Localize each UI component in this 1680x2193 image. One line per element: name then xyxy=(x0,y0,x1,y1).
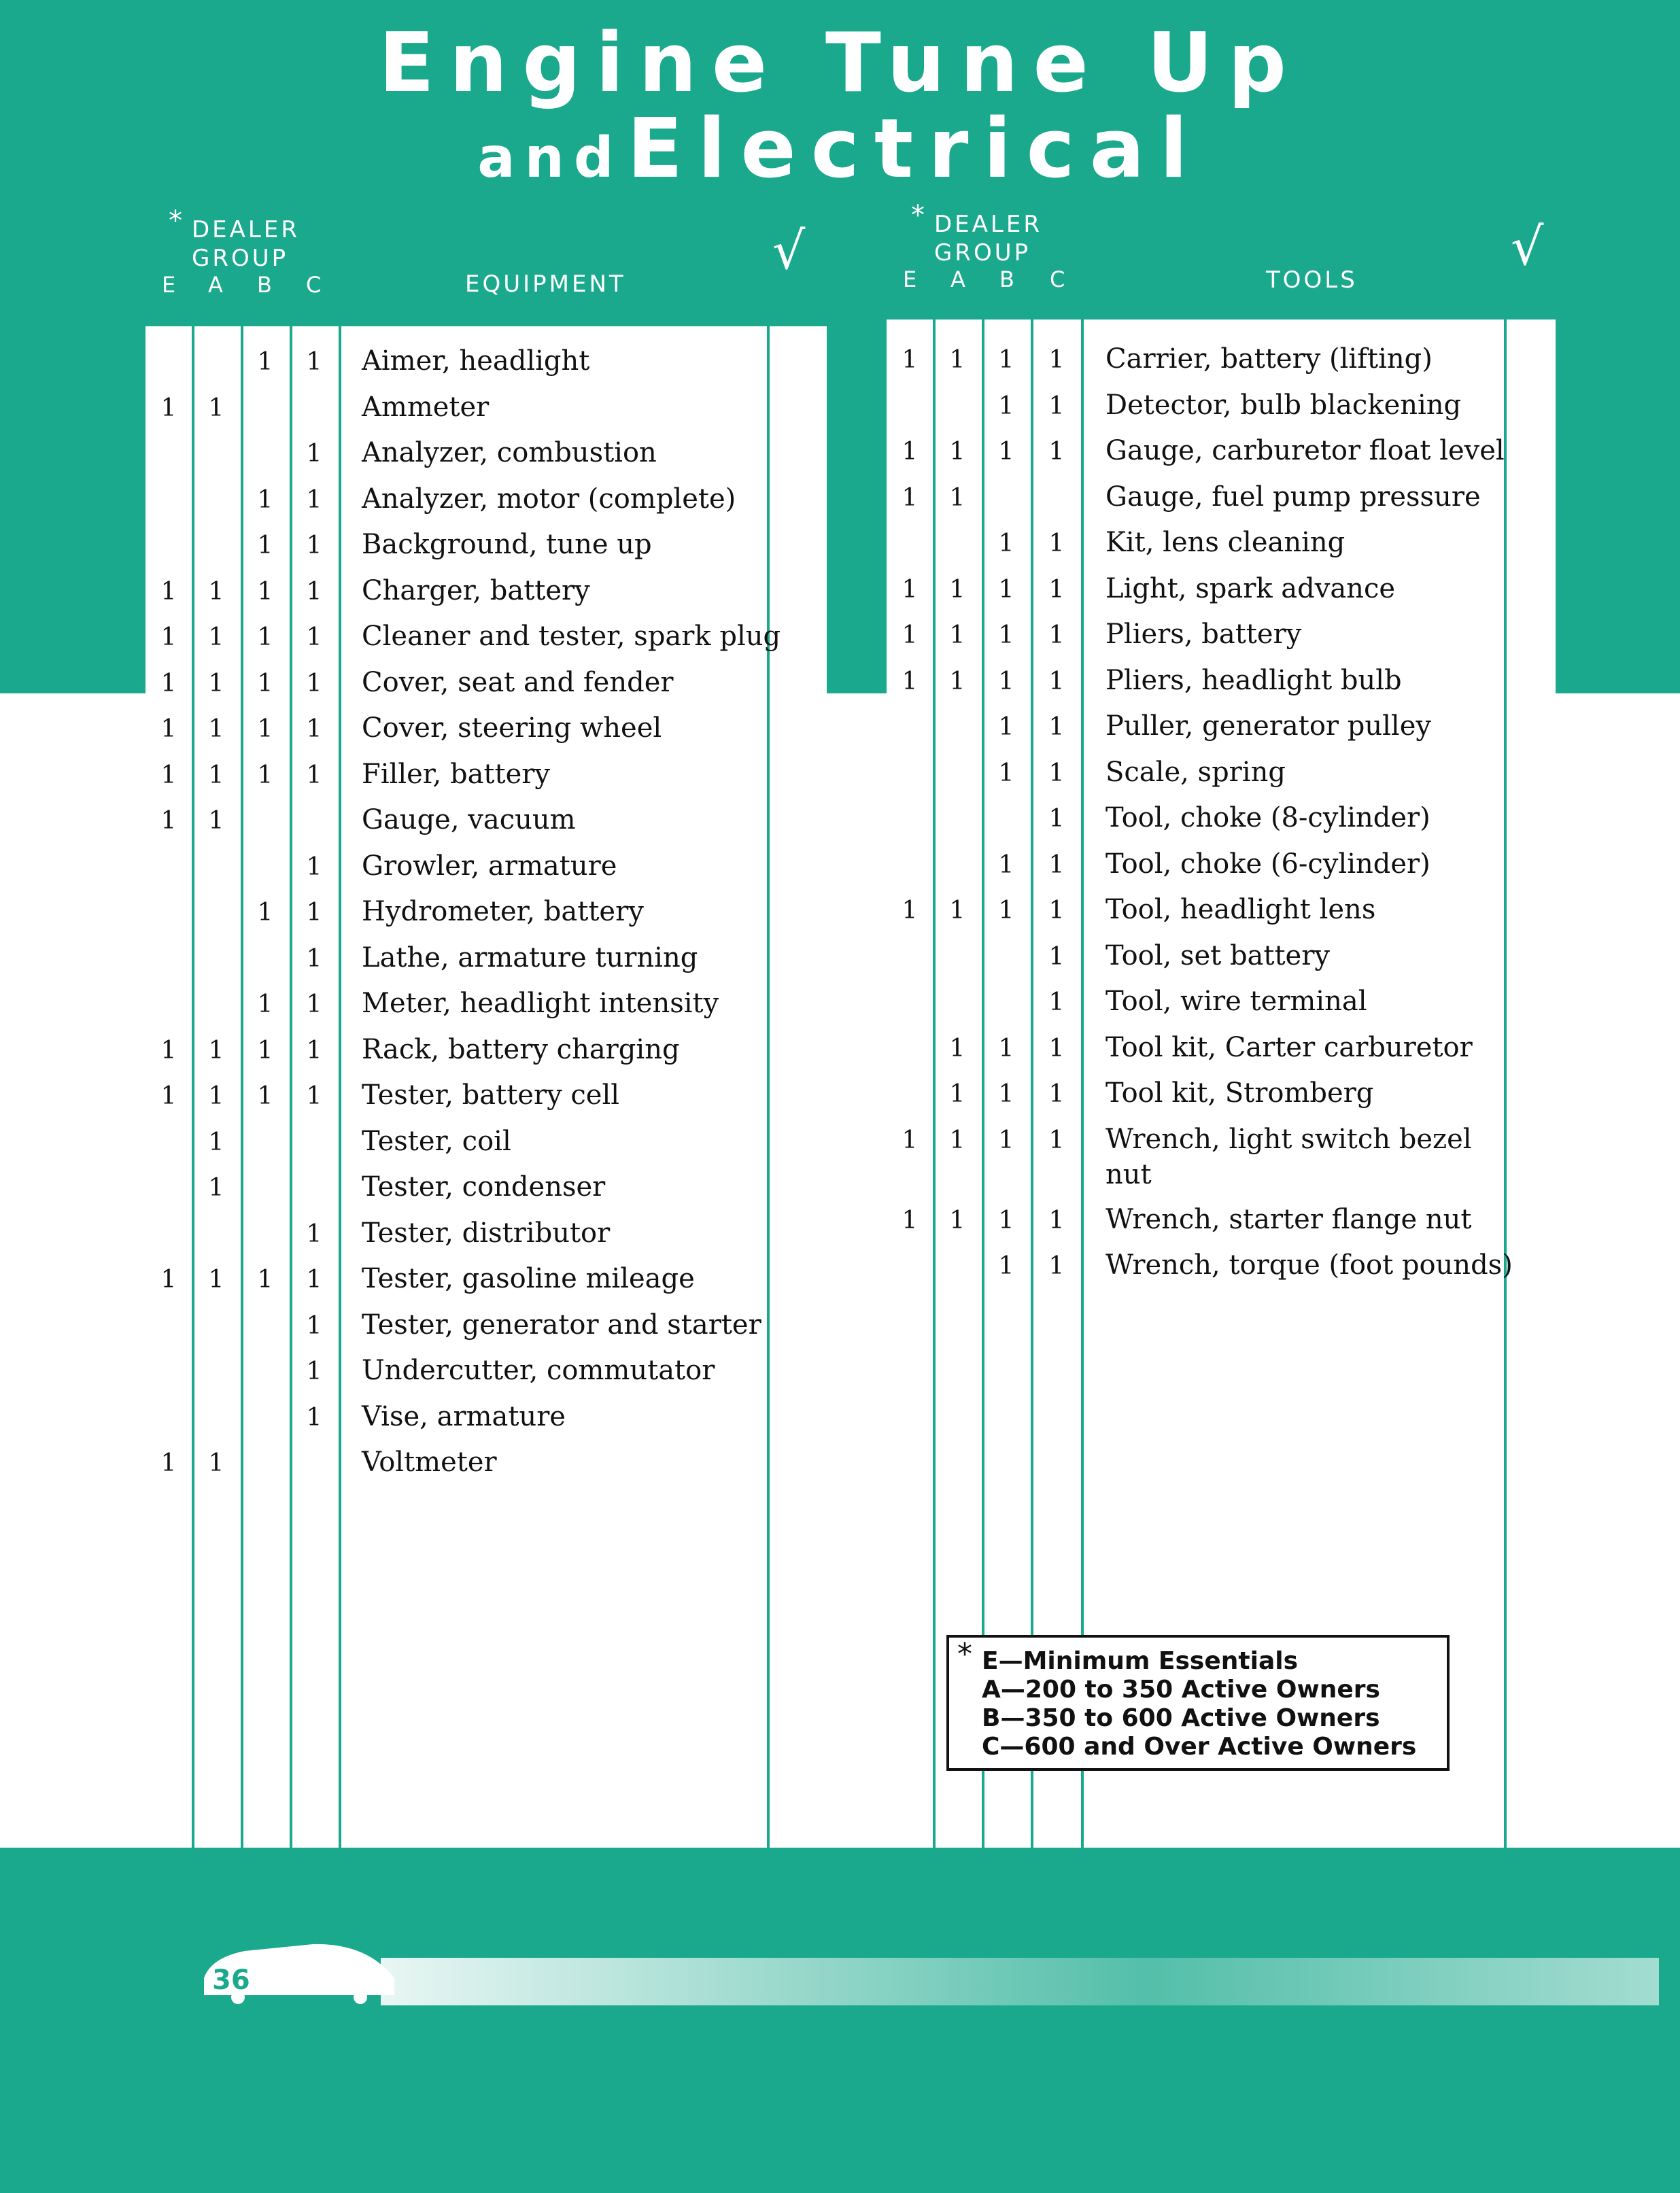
tools-item: Gauge, fuel pump pressure xyxy=(1105,481,1481,513)
tools-item: Puller, generator pulley xyxy=(1105,710,1431,742)
equipment-qty-a: 1 xyxy=(208,715,224,743)
tools-qty-e: 1 xyxy=(902,667,918,695)
equipment-qty-b: 1 xyxy=(257,623,273,651)
equipment-item: Voltmeter xyxy=(362,1447,497,1478)
tools-item-continuation: nut xyxy=(1105,1158,1152,1190)
equipment-qty-c: 1 xyxy=(306,577,322,606)
equipment-qty-c: 1 xyxy=(306,990,322,1018)
divider xyxy=(241,326,243,1848)
divider xyxy=(767,326,770,1848)
equipment-item: Growler, armature xyxy=(362,850,617,882)
tools-qty-a: 1 xyxy=(949,438,965,466)
equipment-qty-c: 1 xyxy=(306,761,322,789)
tools-qty-c: 1 xyxy=(1048,346,1065,374)
equipment-qty-c: 1 xyxy=(306,1266,322,1294)
equipment-qty-b: 1 xyxy=(257,761,273,789)
equipment-qty-a: 1 xyxy=(208,577,224,606)
tools-item: Tool, wire terminal xyxy=(1105,986,1367,1017)
equipment-item: Hydrometer, battery xyxy=(362,896,644,927)
equipment-qty-a: 1 xyxy=(208,623,224,651)
equipment-qty-c: 1 xyxy=(306,1082,322,1110)
right-col-a: A xyxy=(950,266,965,292)
tools-item: Tool, set battery xyxy=(1105,939,1330,971)
legend-line-c: C—600 and Over Active Owners xyxy=(982,1733,1417,1761)
tools-qty-c: 1 xyxy=(1048,713,1065,741)
tools-item: Wrench, light switch bezel xyxy=(1105,1123,1472,1155)
tools-qty-c: 1 xyxy=(1048,897,1065,925)
equipment-qty-a: 1 xyxy=(208,761,224,789)
tools-qty-b: 1 xyxy=(998,897,1014,925)
tools-item: Wrench, torque (foot pounds) xyxy=(1105,1249,1513,1281)
tools-qty-b: 1 xyxy=(998,850,1014,879)
equipment-qty-c: 1 xyxy=(306,485,322,514)
tools-qty-c: 1 xyxy=(1048,530,1065,557)
equipment-item: Meter, headlight intensity xyxy=(362,988,719,1019)
equipment-item: Rack, battery charging xyxy=(362,1033,680,1065)
equipment-qty-c: 1 xyxy=(306,1311,322,1340)
page-title-line1: Engine Tune Up xyxy=(378,16,1302,111)
legend-line-b: B—350 to 600 Active Owners xyxy=(982,1704,1380,1732)
tools-item: Pliers, battery xyxy=(1105,619,1302,650)
tools-qty-c: 1 xyxy=(1048,1252,1065,1280)
tools-qty-c: 1 xyxy=(1048,988,1065,1016)
tools-qty-a: 1 xyxy=(949,1034,965,1063)
equipment-qty-e: 1 xyxy=(160,394,177,422)
equipment-qty-b: 1 xyxy=(257,532,273,559)
divider xyxy=(1031,320,1033,1848)
tools-qty-c: 1 xyxy=(1048,621,1065,649)
tools-qty-b: 1 xyxy=(998,713,1014,741)
tools-qty-b: 1 xyxy=(998,1126,1014,1154)
tools-qty-c: 1 xyxy=(1048,942,1065,971)
tools-qty-a: 1 xyxy=(949,667,965,695)
tools-qty-b: 1 xyxy=(998,392,1014,420)
tools-item: Kit, lens cleaning xyxy=(1105,527,1345,558)
right-col-b: B xyxy=(999,266,1014,292)
equipment-item: Lathe, armature turning xyxy=(362,942,698,973)
equipment-qty-c: 1 xyxy=(306,944,322,973)
equipment-qty-c: 1 xyxy=(306,348,322,376)
equipment-item: Tester, condenser xyxy=(362,1171,606,1203)
divider xyxy=(933,320,936,1848)
equipment-qty-c: 1 xyxy=(306,899,322,927)
bottom-green-band xyxy=(0,1848,1680,2193)
tools-qty-c: 1 xyxy=(1048,575,1065,604)
equipment-item: Undercutter, commutator xyxy=(362,1355,715,1386)
tools-item: Detector, bulb blackening xyxy=(1105,389,1462,421)
equipment-item: Cover, seat and fender xyxy=(362,666,674,698)
left-col-c: C xyxy=(306,272,322,298)
equipment-qty-c: 1 xyxy=(306,532,322,559)
equipment-item: Tester, coil xyxy=(362,1125,511,1157)
right-check-header: √ xyxy=(1511,216,1544,277)
equipment-qty-e: 1 xyxy=(160,761,177,789)
tools-qty-e: 1 xyxy=(902,575,918,604)
equipment-qty-c: 1 xyxy=(306,1358,322,1385)
equipment-qty-e: 1 xyxy=(160,1082,177,1110)
equipment-qty-b: 1 xyxy=(257,899,273,927)
tools-item: Tool kit, Stromberg xyxy=(1105,1077,1374,1109)
tools-item: Carrier, battery (lifting) xyxy=(1105,343,1433,375)
tools-qty-b: 1 xyxy=(998,530,1014,557)
tools-qty-e: 1 xyxy=(902,897,918,925)
equipment-qty-b: 1 xyxy=(257,1082,273,1110)
tools-qty-c: 1 xyxy=(1048,438,1065,466)
tools-qty-c: 1 xyxy=(1048,805,1065,833)
tools-qty-e: 1 xyxy=(902,483,918,512)
tools-item: Tool kit, Carter carburetor xyxy=(1105,1031,1473,1063)
equipment-qty-b: 1 xyxy=(257,1266,273,1294)
tools-item: Pliers, headlight bulb xyxy=(1105,664,1402,696)
motion-streak xyxy=(381,1958,1659,2005)
equipment-item: Tester, battery cell xyxy=(362,1080,620,1111)
equipment-qty-c: 1 xyxy=(306,715,322,743)
equipment-qty-b: 1 xyxy=(257,990,273,1018)
divider xyxy=(1504,320,1507,1848)
page-title-and: and xyxy=(477,126,623,190)
tools-qty-a: 1 xyxy=(949,483,965,512)
page-title-line2 xyxy=(0,102,1680,196)
equipment-item: Tester, distributor xyxy=(362,1217,611,1249)
tools-qty-e: 1 xyxy=(902,438,918,466)
tools-qty-e: 1 xyxy=(902,1206,918,1234)
equipment-qty-a: 1 xyxy=(208,1128,224,1156)
equipment-qty-e: 1 xyxy=(160,807,177,835)
equipment-qty-a: 1 xyxy=(208,1266,224,1294)
tools-qty-b: 1 xyxy=(998,438,1014,466)
tools-item: Scale, spring xyxy=(1105,756,1286,788)
left-dealer-label: DEALER xyxy=(192,216,300,243)
tools-qty-c: 1 xyxy=(1048,1080,1065,1108)
legend-line-a: A—200 to 350 Active Owners xyxy=(982,1676,1380,1704)
tools-qty-b: 1 xyxy=(998,346,1014,374)
right-asterisk: * xyxy=(911,200,925,231)
equipment-qty-e: 1 xyxy=(160,1036,177,1065)
equipment-qty-e: 1 xyxy=(160,715,177,743)
equipment-header: EQUIPMENT xyxy=(465,271,626,298)
left-asterisk: * xyxy=(169,205,182,237)
tools-qty-b: 1 xyxy=(998,667,1014,695)
equipment-qty-a: 1 xyxy=(208,394,224,422)
equipment-qty-c: 1 xyxy=(306,1220,322,1248)
equipment-item: Tester, gasoline mileage xyxy=(362,1263,695,1294)
equipment-item: Aimer, headlight xyxy=(362,345,590,377)
equipment-item: Ammeter xyxy=(362,391,490,423)
page-title-electrical: Electrical xyxy=(627,102,1203,196)
equipment-qty-a: 1 xyxy=(208,1174,224,1202)
equipment-item: Charger, battery xyxy=(362,574,590,606)
equipment-item: Tester, generator and starter xyxy=(362,1309,761,1341)
equipment-qty-c: 1 xyxy=(306,1403,322,1432)
equipment-item: Vise, armature xyxy=(362,1400,566,1432)
equipment-qty-a: 1 xyxy=(208,1082,224,1110)
tools-qty-a: 1 xyxy=(949,1126,965,1154)
right-dealer-label: DEALER xyxy=(934,211,1042,238)
tools-qty-c: 1 xyxy=(1048,667,1065,695)
tools-qty-c: 1 xyxy=(1048,1034,1065,1063)
equipment-qty-e: 1 xyxy=(160,1266,177,1294)
tools-qty-b: 1 xyxy=(998,1034,1014,1063)
tools-qty-e: 1 xyxy=(902,346,918,374)
tools-qty-c: 1 xyxy=(1048,850,1065,879)
divider xyxy=(1081,320,1084,1848)
tools-qty-b: 1 xyxy=(998,1080,1014,1108)
right-col-c: C xyxy=(1050,266,1065,292)
legend-line-e: E—Minimum Essentials xyxy=(982,1647,1299,1675)
divider xyxy=(192,326,194,1848)
equipment-qty-c: 1 xyxy=(306,623,322,651)
equipment-qty-b: 1 xyxy=(257,715,273,743)
tools-qty-c: 1 xyxy=(1048,392,1065,420)
equipment-qty-c: 1 xyxy=(306,852,322,881)
equipment-qty-b: 1 xyxy=(257,1036,273,1065)
tools-qty-a: 1 xyxy=(949,897,965,925)
equipment-qty-c: 1 xyxy=(306,1036,322,1065)
equipment-qty-a: 1 xyxy=(208,1449,224,1477)
equipment-qty-a: 1 xyxy=(208,669,224,697)
tools-qty-c: 1 xyxy=(1048,1126,1065,1154)
tools-qty-c: 1 xyxy=(1048,1206,1065,1234)
equipment-item: Gauge, vacuum xyxy=(362,804,576,835)
equipment-qty-b: 1 xyxy=(257,485,273,514)
equipment-qty-e: 1 xyxy=(160,623,177,651)
tools-qty-a: 1 xyxy=(949,1080,965,1108)
left-group-label: GROUP xyxy=(192,245,289,272)
tools-item: Gauge, carburetor float level xyxy=(1105,435,1505,466)
tools-item: Tool, choke (6-cylinder) xyxy=(1105,848,1430,880)
tools-qty-b: 1 xyxy=(998,575,1014,604)
divider xyxy=(290,326,292,1848)
tools-item: Tool, headlight lens xyxy=(1105,894,1376,925)
right-col-e: E xyxy=(903,266,917,292)
tools-qty-b: 1 xyxy=(998,1206,1014,1234)
equipment-item: Background, tune up xyxy=(362,529,652,560)
legend-asterisk: * xyxy=(957,1637,972,1672)
left-col-a: A xyxy=(208,272,223,298)
equipment-item: Analyzer, combustion xyxy=(362,437,657,468)
equipment-item: Analyzer, motor (complete) xyxy=(362,483,736,515)
left-check-header: √ xyxy=(772,220,806,281)
equipment-qty-b: 1 xyxy=(257,348,273,376)
equipment-qty-e: 1 xyxy=(160,577,177,606)
tools-qty-a: 1 xyxy=(949,1206,965,1234)
equipment-qty-c: 1 xyxy=(306,440,322,468)
tools-qty-c: 1 xyxy=(1048,759,1065,787)
tools-qty-a: 1 xyxy=(949,346,965,374)
equipment-qty-b: 1 xyxy=(257,669,273,697)
dealer-group-legend xyxy=(946,1635,1450,1771)
tools-qty-b: 1 xyxy=(998,1252,1014,1280)
equipment-item: Filler, battery xyxy=(362,758,550,790)
equipment-item: Cleaner and tester, spark plug xyxy=(362,621,781,652)
tools-qty-a: 1 xyxy=(949,575,965,604)
tools-item: Tool, choke (8-cylinder) xyxy=(1105,802,1430,833)
tools-qty-b: 1 xyxy=(998,759,1014,787)
equipment-qty-e: 1 xyxy=(160,1449,177,1477)
equipment-qty-e: 1 xyxy=(160,669,177,697)
right-group-label: GROUP xyxy=(934,239,1031,266)
left-col-b: B xyxy=(257,272,272,298)
tools-qty-a: 1 xyxy=(949,621,965,649)
divider xyxy=(982,320,984,1848)
tools-qty-e: 1 xyxy=(902,621,918,649)
tools-qty-e: 1 xyxy=(902,1126,918,1154)
tools-item: Wrench, starter flange nut xyxy=(1105,1203,1472,1235)
tools-qty-b: 1 xyxy=(998,621,1014,649)
page-number: 36 xyxy=(212,1965,250,1996)
equipment-qty-b: 1 xyxy=(257,577,273,606)
divider xyxy=(339,326,341,1848)
equipment-qty-a: 1 xyxy=(208,807,224,835)
left-col-e: E xyxy=(162,272,176,298)
tools-item: Light, spark advance xyxy=(1105,572,1396,604)
equipment-qty-a: 1 xyxy=(208,1036,224,1065)
equipment-qty-c: 1 xyxy=(306,669,322,697)
tools-header: TOOLS xyxy=(1266,266,1358,294)
equipment-item: Cover, steering wheel xyxy=(362,712,662,744)
